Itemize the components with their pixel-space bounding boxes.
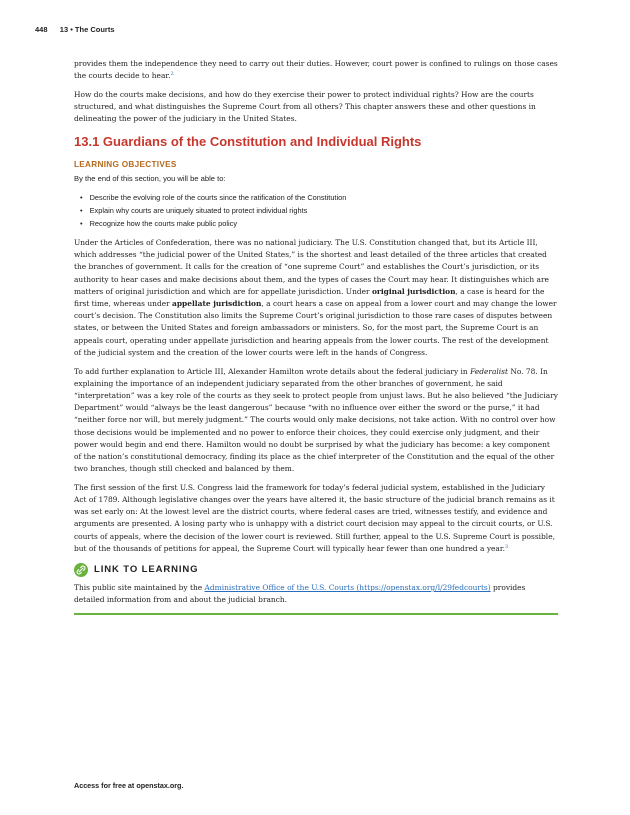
- body-text: No. 78. In explaining the importance of an independent judiciary separated from the other branches of government, he said “interpretation” was a key role of the courts as they seek to protect people from unjust laws. But he also believed “the Judiciary Department” would “always be the least dangerous” because “with no influence over either the sword or the purse,” it had “neither force nor will, but merely judgment.” The courts would only make decisions, not take action. With no control over how those decisions would be implemented and no power to enforce their choices, they could exercise only judgment, and their power would begin and end there. Hamilton would no doubt be surprised by what the judiciary has become: a key component of the nation’s constitutional democracy, finding its place as the chief interpreter of the Constitution and the equal of the other two branches, though still checked and balanced by them.: [74, 366, 558, 474]
- main-content: [74, 58, 558, 615]
- body-paragraph-hamilton: [74, 366, 558, 476]
- header-spacer: [53, 25, 55, 34]
- body-text: Under the Articles of Confederation, there was no national judiciary. The U.S. Constitution changed that, but its Article III, which addresses “the judicial power of the United States,” is the shortest and least detailed of the three articles that created the branches of government. It calls for the creation of “one supreme Court” and establishes the Court’s jurisdiction, or its authority to hear cases and make decisions about them, and the types of cases the Court may hear. It distinguishes which are matters of original jurisdiction and which are for appellate jurisdiction. Under: [74, 238, 549, 296]
- footnote-ref-2[interactable]: 2: [170, 71, 174, 78]
- list-item: • Explain why courts are uniquely situated to protect individual rights: [80, 204, 558, 217]
- term-appellate-jurisdiction: appellate jurisdiction: [172, 299, 262, 309]
- learning-objectives-intro: By the end of this section, you will be able to:: [74, 173, 226, 183]
- learning-objectives-list: [74, 191, 558, 230]
- link-to-learning-body: [74, 582, 558, 606]
- list-item: • Recognize how the courts make public policy: [80, 217, 558, 230]
- body-text: The first session of the first U.S. Congress laid the framework for today’s federal judicial system, established in the Judiciary Act of 1789. Although legislative changes over the years have altered it, the basic structure of the judicial branch remains as it was set early on: At the lowest level are the district courts, where federal cases are tried, witnesses testify, and evidence and arguments are presented. A losing party who is unhappy with a district court decision may appeal to the circuit courts, or U.S. courts of appeals, where the decision of the lower court is reviewed. Still further, appeal to the U.S. Supreme Court is possible, but of the thousands of petitions for appeal, the Supreme Court will typically hear fewer than one hundred a year.: [74, 482, 555, 553]
- body-paragraph-articles: [74, 237, 558, 359]
- intro-paragraph-2: How do the courts make decisions, and how do they exercise their power to protect individual rights? How are the courts structured, and what distinguishes the Supreme Court from all others? This chapter answers these and other questions in delineating the power of the judiciary in the United States.: [74, 89, 536, 124]
- chapter-title: 13 • The Courts: [59, 25, 115, 34]
- section-title: 13.1 Guardians of the Constitution and Individual Rights: [74, 133, 422, 149]
- link-to-learning-header: [74, 563, 558, 577]
- footnote-ref-3[interactable]: 3: [504, 543, 509, 550]
- list-item: • Describe the evolving role of the courts since the ratification of the Constitution: [80, 191, 558, 204]
- body-paragraph-judiciary-act: [74, 482, 558, 555]
- fedcourts-link[interactable]: Administrative Office of the U.S. Courts (https://openstax.org/l/29fedcourts): [204, 583, 491, 593]
- link-chain-icon: [74, 563, 88, 577]
- link-to-learning-divider: [74, 613, 558, 615]
- body-text: , a court hears a case on appeal from a lower court and may change the lower court’s decision. The Constitution also limits the Supreme Court’s original jurisdiction to those rare cases of disputes between states, or between the United States and foreign ambassadors or ministers. So, for the most part, the Supreme Court is an appeals court, operating under appellate jurisdiction and hearing appeals from the lower courts. The rest of the development of the judicial system and the creation of the lower courts were left in the hands of Congress.: [74, 299, 557, 357]
- term-original-jurisdiction: original jurisdiction: [371, 286, 456, 296]
- running-head: [35, 25, 115, 34]
- body-text: , a case is heard for the first time, whereas under: [74, 286, 545, 309]
- learning-objectives-heading: LEARNING OBJECTIVES: [74, 159, 177, 169]
- intro-text-1: provides them the independence they need to carry out their duties. However, court power is confined to rulings on those cases the courts decide to hear.: [74, 59, 558, 81]
- body-text: To add further explanation to Article III, Alexander Hamilton wrote details about the federal judiciary in: [74, 366, 471, 376]
- federalist-title: Federalist: [470, 366, 508, 376]
- page-number: 448: [35, 25, 48, 34]
- link-to-learning-title: LINK TO LEARNING: [94, 563, 199, 575]
- intro-paragraph-1: [74, 58, 558, 82]
- footer-access-note: Access for free at openstax.org.: [74, 781, 184, 790]
- body-text: This public site maintained by the: [74, 583, 205, 593]
- body-text: provides detailed information from and about the judicial branch.: [74, 583, 526, 605]
